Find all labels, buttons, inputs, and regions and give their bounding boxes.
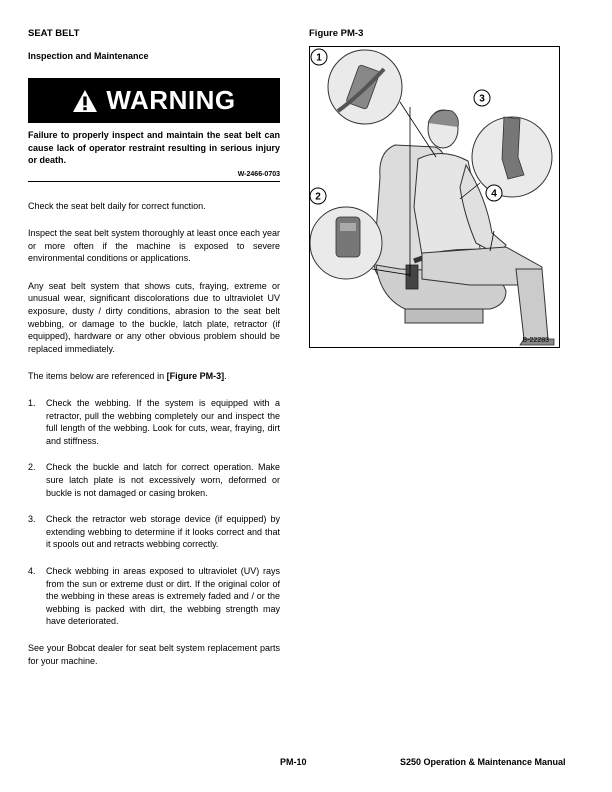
callout-number: 1 (316, 52, 322, 64)
manual-title: S250 Operation & Maintenance Manual (400, 757, 566, 767)
figure-title: Figure PM-3 (309, 28, 364, 39)
list-item (28, 397, 280, 447)
paragraph-daily-check: Check the seat belt daily for correct function. (28, 200, 206, 211)
list-item-number: 1. (28, 398, 36, 409)
list-item-text: Check the retractor web storage device (if equipped) by extending webbing to determine if it looks correct and that it spools out and retracts webbing correctly. (46, 514, 280, 550)
figure-code: B-22283 (522, 337, 549, 344)
section-subtitle: Inspection and Maintenance (28, 51, 149, 61)
list-item-text: Check the webbing. If the system is equipped with a retractor, pull the webbing completely our and inspect the full length of the webbing. Look for cuts, wear, fraying, dirt and stiffness. (46, 398, 280, 446)
callout-number: 4 (491, 188, 497, 200)
right-column (309, 28, 561, 348)
list-item (28, 513, 280, 551)
paragraph-annual-inspection: Inspect the seat belt system thoroughly at least once each year or more often if the machine is exposed to severe environmental conditions or applications. (28, 228, 280, 264)
reference-prefix: The items below are referenced in (28, 371, 167, 382)
paragraph-dealer-note: See your Bobcat dealer for seat belt system replacement parts for your machine. (28, 642, 280, 666)
seat-belt-figure (309, 46, 560, 348)
list-item-text: Check the buckle and latch for correct operation. Make sure latch plate is not excessively worn, deformed or buckle is not damaged or casing broken. (46, 462, 280, 498)
warning-banner (28, 78, 280, 123)
paragraph-figure-reference (28, 370, 280, 383)
paragraph-replacement-criteria: Any seat belt system that shows cuts, fraying, extreme or unusual wear, significant discolorations due to ultraviolet UV exposure, dusty / dirty conditions, abrasion to the seat belt webbing, or damage to the buckle, latch plate, retractor (if equipped), hardware or any other obvious problem should be replaced immediately. (28, 280, 280, 354)
list-item (28, 461, 280, 499)
list-item-number: 2. (28, 462, 36, 473)
reference-suffix: . (224, 371, 227, 382)
list-item-text: Check webbing in areas exposed to ultraviolet (UV) rays from the sun or extreme dust or dirt. If the original color of the webbing in these areas is extremely faded and / or the webbing is packed with dirt, the webbing strength may have deteriorated. (46, 565, 280, 627)
list-item-number: 4. (28, 565, 36, 576)
list-item-number: 3. (28, 514, 36, 525)
warning-triangle-icon (72, 89, 98, 113)
section-title: SEAT BELT (28, 28, 80, 39)
callout-number: 3 (479, 93, 485, 105)
page-number: PM-10 (280, 757, 307, 767)
inspection-list (28, 397, 280, 628)
list-item (28, 565, 280, 628)
seat-belt-illustration (310, 47, 559, 347)
left-column (28, 28, 280, 667)
warning-label: WARNING (106, 85, 236, 115)
warning-code: W-2466-0703 (28, 171, 280, 182)
callout-number: 2 (315, 191, 321, 203)
warning-text: Failure to properly inspect and maintain the seat belt can cause lack of operator restraint resulting in serious injury or death. (28, 130, 280, 165)
figure-reference-link: [Figure PM-3] (166, 371, 225, 382)
